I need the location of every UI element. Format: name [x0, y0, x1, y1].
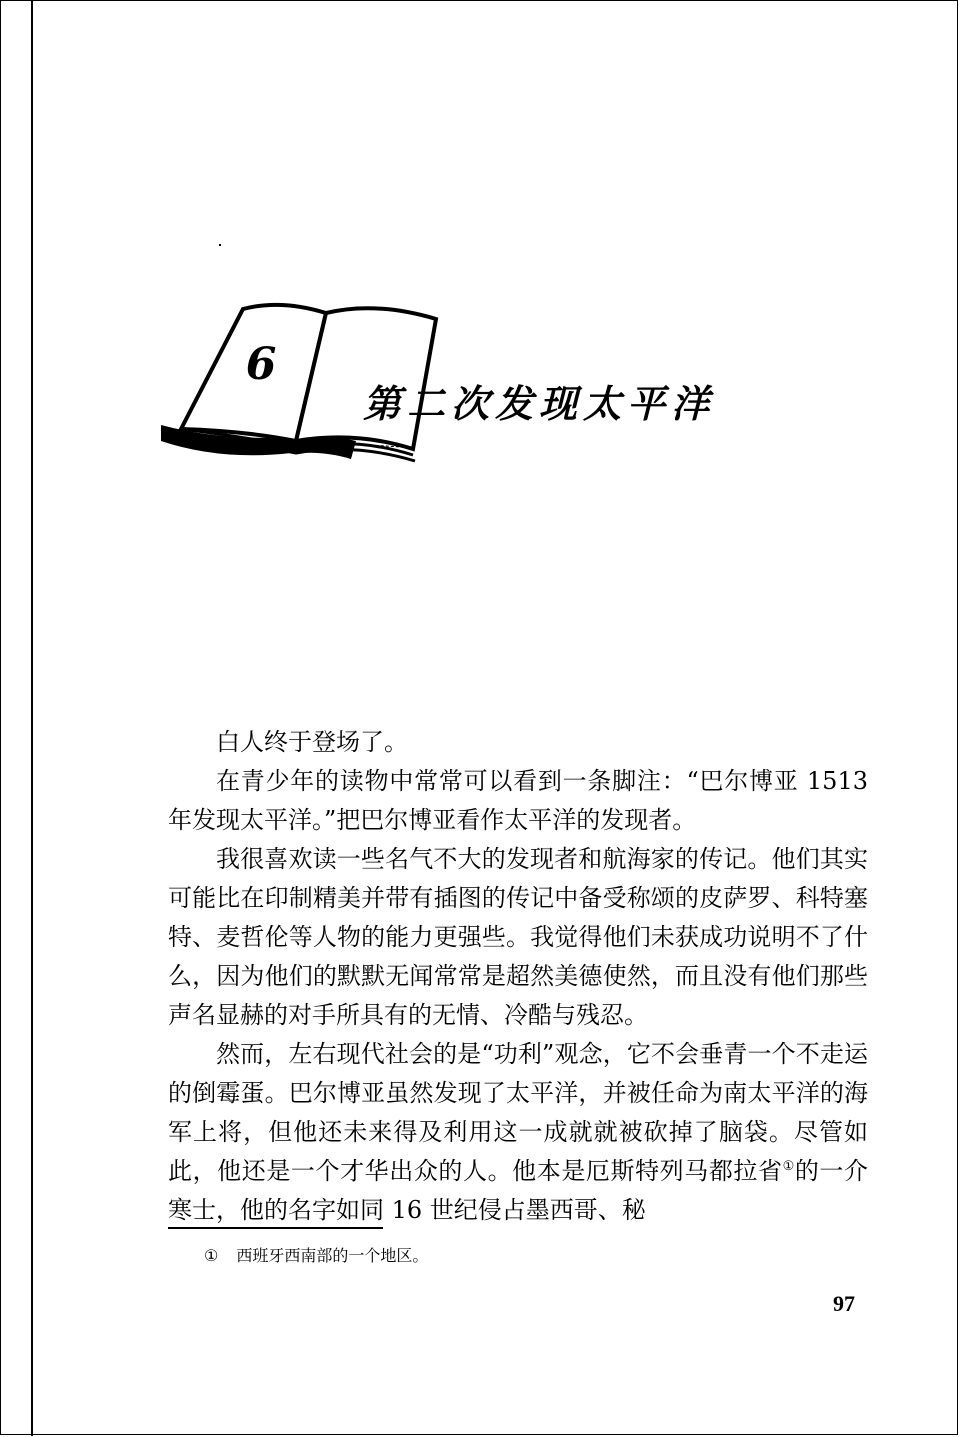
page-edge-rule — [1, 1, 33, 1436]
body-text — [168, 723, 868, 1230]
paragraph-1: 白人终于登场了。 — [216, 728, 408, 756]
paragraph-4-text: 然而，左右现代社会的是“功利”观念，它不会垂青一个不走运的倒霉蛋。巴尔博亚虽然发现了太平洋，并被任命为南太平洋的海军上将，但他还未来得及利用这一成就就被砍掉了脑袋。尽管如此，他还是一个才华出众的人。他本是厄斯特列马都拉省 — [168, 1040, 868, 1185]
chapter-header — [151, 291, 851, 471]
footnote-marker: ① — [204, 1246, 219, 1265]
page-number: 97 — [833, 1291, 855, 1316]
scan-speck — [219, 244, 221, 246]
footnote — [204, 1244, 428, 1268]
footnote-divider — [168, 1227, 383, 1229]
chapter-number: 6 — [245, 339, 277, 390]
paragraph-3: 我很喜欢读一些名气不大的发现者和航海家的传记。他们其实可能比在印制精美并带有插图的传记中备受称颂的皮萨罗、科特塞特、麦哲伦等人物的能力更强些。我觉得他们未获成功说明不了什么，因为他们的默默无闻常常是超然美德使然，而且没有他们那些声名显赫的对手所具有的无情、冷酷与残忍。 — [168, 845, 868, 1029]
footnote-text: 西班牙西南部的一个地区。 — [236, 1246, 429, 1265]
paragraph-4-tail: 的一介寒士，他的名字如同 16 世纪侵占墨西哥、秘 — [168, 1157, 869, 1224]
footnote-reference: ① — [782, 1159, 795, 1174]
paragraph-2: 在青少年的读物中常常可以看到一条脚注：“巴尔博亚 1513 年发现太平洋。”把巴尔博亚看作太平洋的发现者。 — [168, 767, 868, 834]
chapter-title: 第二次发现太平洋 — [363, 382, 716, 426]
paragraph-4 — [168, 1035, 868, 1230]
